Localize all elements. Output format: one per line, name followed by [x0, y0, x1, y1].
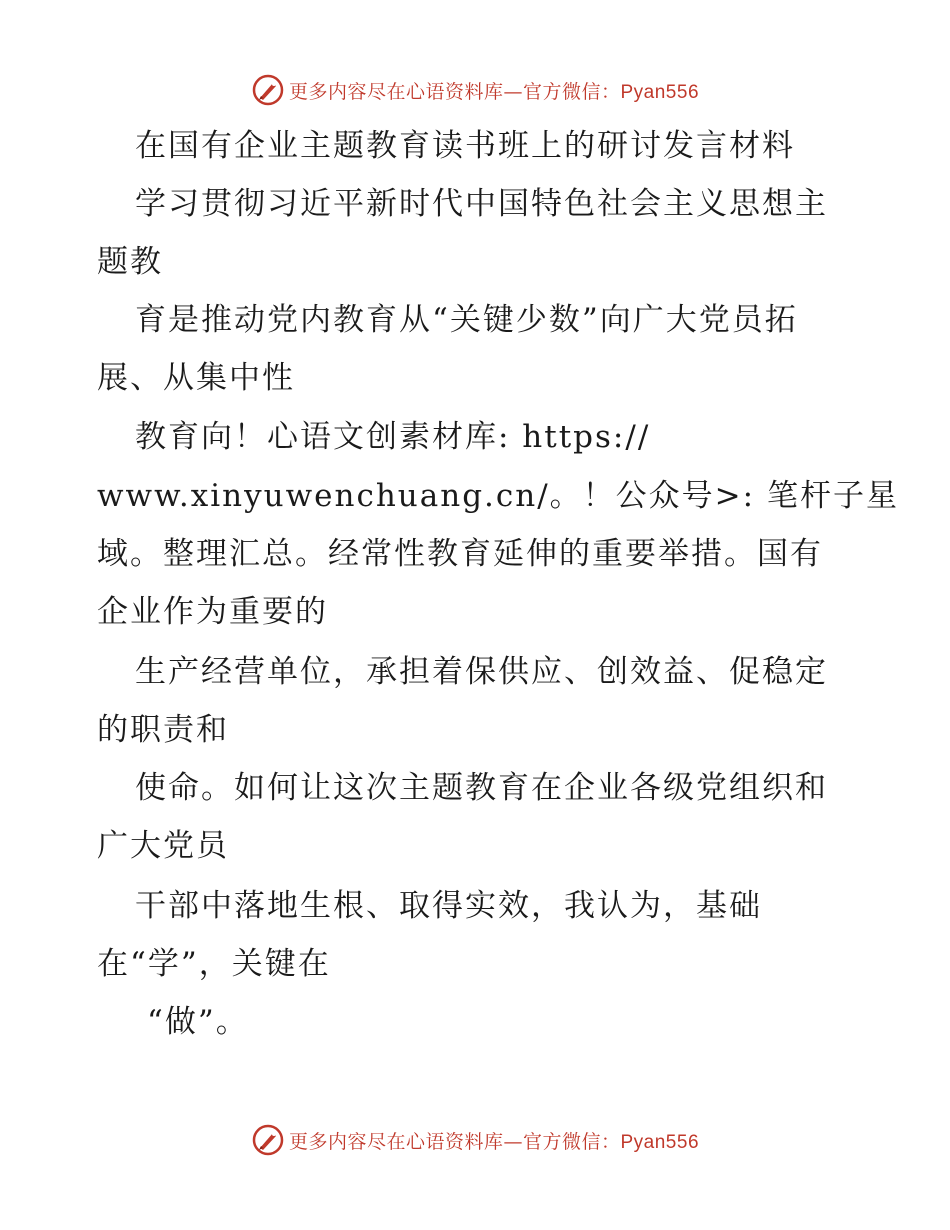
header-banner-content — [251, 73, 699, 107]
footer-site-text: 更多内容尽在心语资料库—官方微信： — [288, 1130, 621, 1153]
paragraph-line: 题教 — [97, 244, 163, 280]
paragraph-line: 域。整理汇总。经常性教育延伸的重要举措。国有 — [97, 536, 823, 572]
footer-banner-content — [251, 1123, 699, 1157]
header-site-text: 更多内容尽在心语资料库—官方微信： — [288, 80, 621, 103]
footer-banner-text — [289, 1127, 699, 1154]
paragraph-line: 在“学”，关键在 — [97, 946, 331, 982]
footer-banner — [0, 1120, 950, 1160]
paragraph-line: 广大党员 — [97, 828, 229, 864]
quill-pen-logo-icon — [251, 73, 285, 107]
paragraph-line-url: www.xinyuwenchuang.cn/。！公众号>: 笔杆子星 — [97, 478, 899, 514]
header-wechat-id: Pyan556 — [620, 81, 700, 103]
paragraph-line: 使命。如何让这次主题教育在企业各级党组织和 — [135, 770, 828, 806]
header-banner-text — [289, 77, 699, 104]
paragraph-line: 企业作为重要的 — [97, 594, 328, 630]
paragraph-line: 展、从集中性 — [97, 360, 295, 396]
paragraph-line: 的职责和 — [97, 712, 229, 748]
document-title: 在国有企业主题教育读书班上的研讨发言材料 — [135, 128, 795, 164]
footer-wechat-id: Pyan556 — [620, 1131, 700, 1153]
paragraph-line: 育是推动党内教育从“关键少数”向广大党员拓 — [135, 302, 798, 338]
paragraph-line: “做”。 — [147, 1004, 249, 1040]
header-banner — [0, 70, 950, 110]
paragraph-line: 干部中落地生根、取得实效，我认为，基础 — [135, 888, 762, 924]
paragraph-line: 生产经营单位，承担着保供应、创效益、促稳定 — [135, 654, 828, 690]
paragraph-line: 教育向！心语文创素材库: https:// — [135, 419, 651, 455]
paragraph-line: 学习贯彻习近平新时代中国特色社会主义思想主 — [135, 186, 828, 222]
quill-pen-logo-icon — [251, 1123, 285, 1157]
